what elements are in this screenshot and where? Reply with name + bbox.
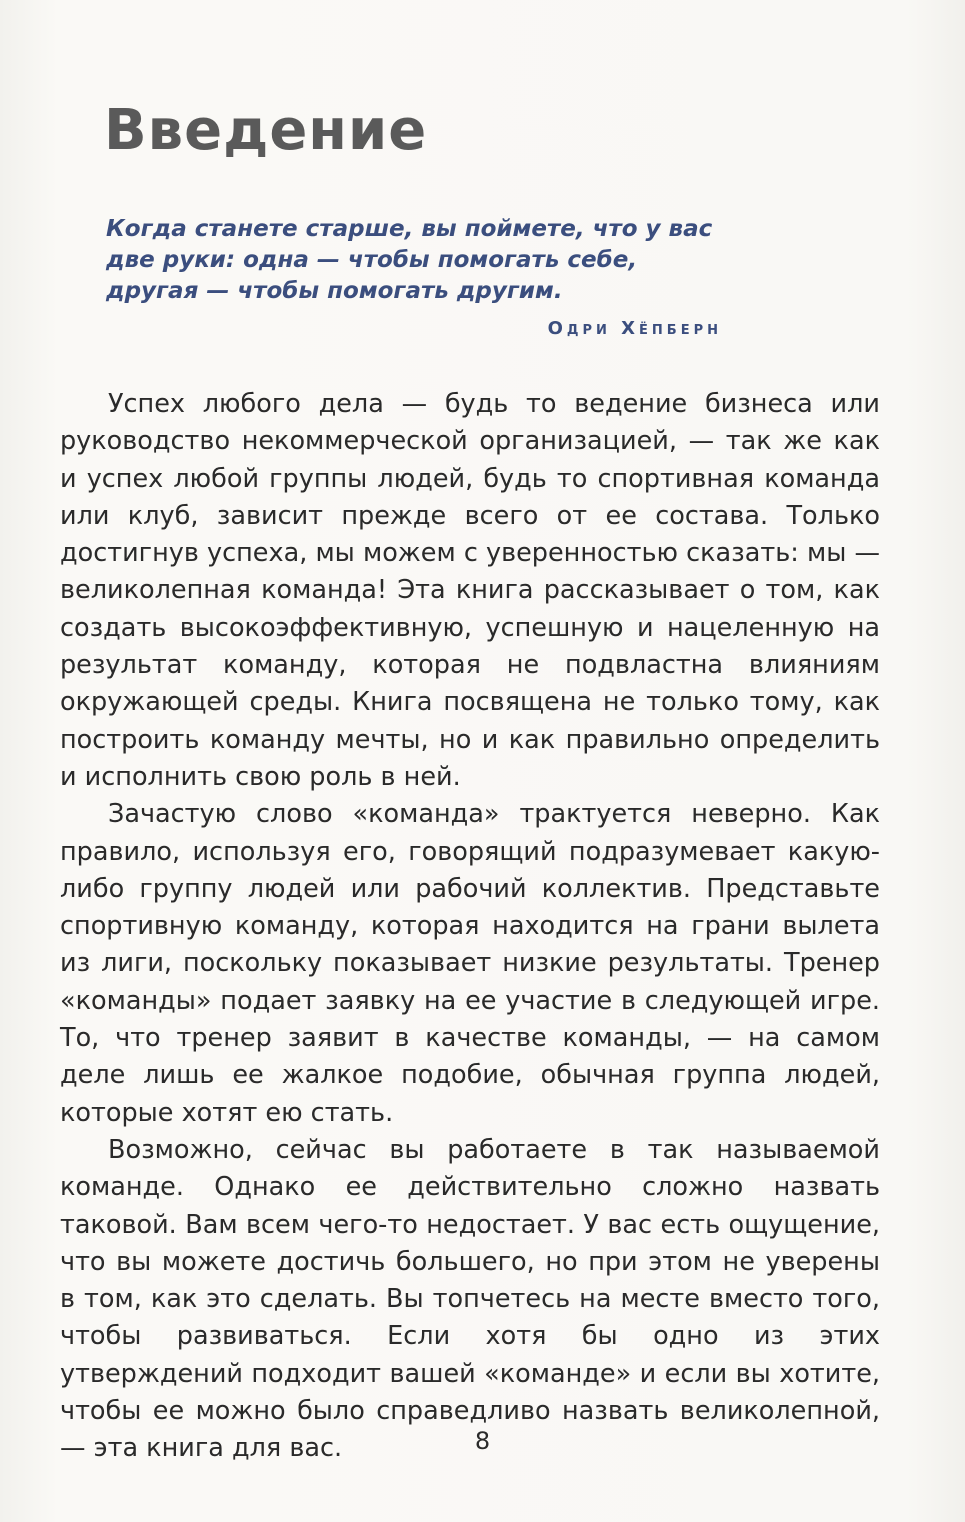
epigraph <box>106 214 726 341</box>
paragraph: Зачастую слово «команда» трактуется неверно. Как правило, используя его, говорящий подразумевает какую-либо группу людей или рабочий коллектив. Представьте спортивную команду, которая находится на грани вылета из лиги, поскольку показывает низкие результаты. Тренер «команды» подает заявку на ее участие в следующей игре. То, что тренер заявит в качестве команды, — на самом деле лишь ее жалкое подобие, обычная группа людей, которые хотят ею стать. <box>60 799 880 1128</box>
chapter-title: Введение <box>104 98 428 163</box>
epigraph-quote: Когда станете старше, вы поймете, что у вас две руки: одна — чтобы помогать себе, другая — чтобы помогать другим. <box>106 216 713 304</box>
paragraph: Успех любого дела — будь то ведение бизнеса или руководство некоммерческой организацией, — так же как и успех любой группы людей, будь то спортивная команда или клуб, зависит прежде всего от ее состава. Только достигнув успеха, мы можем с уверенностью сказать: мы — великолепная команда! Эта книга рассказывает о том, как создать высокоэффективную, успешную и нацеленную на результат команду, которая не подвластна влияниям окружающей среды. Книга посвящена не только тому, как построить команду мечты, но и как правильно определить и исполнить свою роль в ней. <box>60 389 880 792</box>
page-number: 8 <box>474 1427 491 1455</box>
epigraph-author: Одри Хёпберн <box>547 318 722 339</box>
body-text <box>60 386 880 1468</box>
paragraph: Возможно, сейчас вы работаете в так называемой команде. Однако ее действительно сложно назвать таковой. Вам всем чего-то недостает. У вас есть ощущение, что вы можете достичь большего, но при этом не уверены в том, как это сделать. Вы топчетесь на месте вместо того, чтобы развиваться. Если хотя бы одно из этих утверждений подходит вашей «команде» и если вы хотите, чтобы ее можно было справедливо назвать великолепной, — эта книга для вас. <box>60 1134 880 1464</box>
